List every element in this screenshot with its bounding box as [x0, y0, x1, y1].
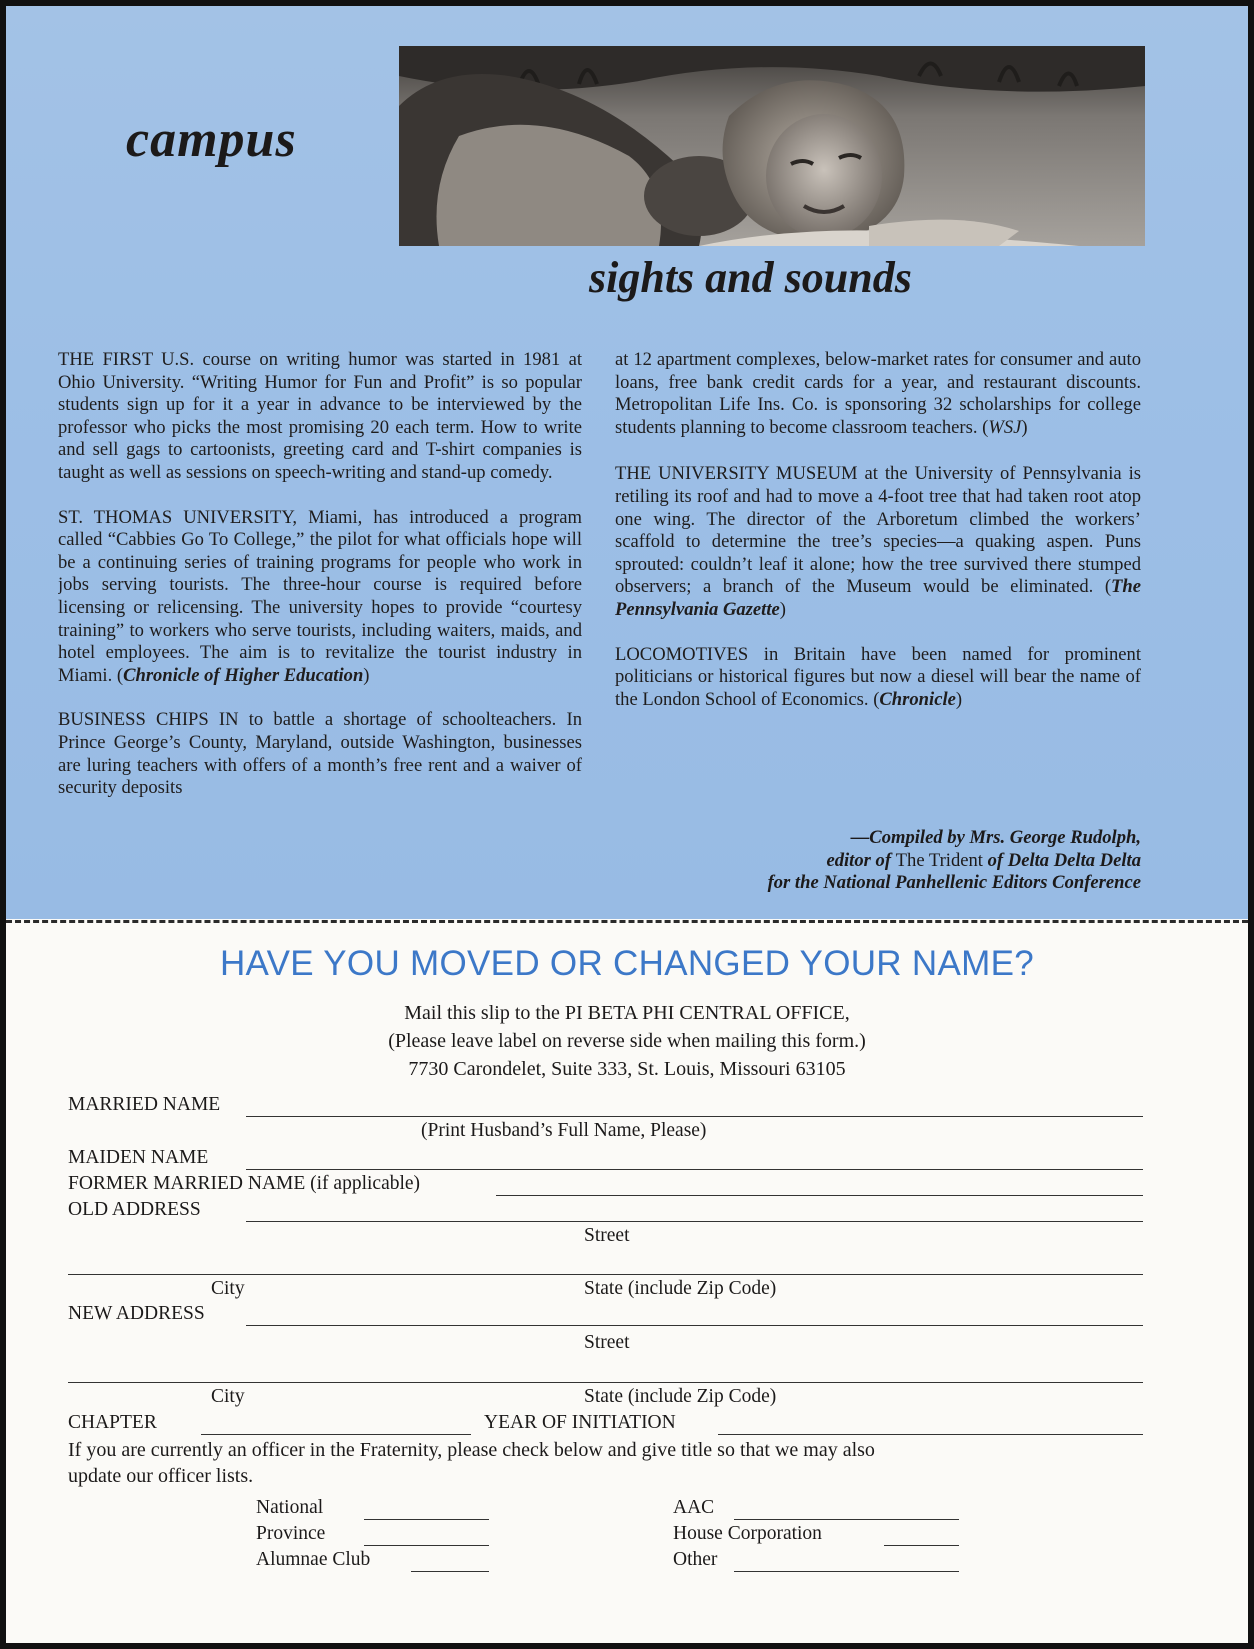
- old-address-city-caption: City: [211, 1278, 245, 1299]
- credit-line-3: for the National Panhellenic Editors Conference: [767, 872, 1141, 894]
- credit-sorority: of Delta Delta Delta: [987, 849, 1141, 871]
- form-instruction-1: Mail this slip to the PI BETA PHI CENTRAL OFFICE,: [404, 1002, 850, 1024]
- form-instruction-3: 7730 Carondelet, Suite 333, St. Louis, Missouri 63105: [408, 1058, 846, 1080]
- new-address-city-caption: City: [211, 1386, 245, 1407]
- new-address-street-caption: Street: [584, 1332, 630, 1353]
- article-cabbies: ST. THOMAS UNIVERSITY, Miami, has introduced a program called “Cabbies Go To College,” the pilot for what officials hope will be a continuing series of training programs for people who work in jobs serving tourists. The three-hour course is required before licensing or relicensing. The university hopes to provide “courtesy training” to workers who serve tourists, including waiters, maids, and hotel employees. The aim is to revitalize the tourist industry in Miami. (Chronicle of Higher Education): [58, 506, 582, 686]
- article-museum: THE UNIVERSITY MUSEUM at the University of Pennsylvania is retiling its roof and had to move a 4-foot tree that had taken root atop one wing. The director of the Arboretum climbed the workers’ scaffold to determine the tree’s species—a quaking aspen. Puns sprouted: couldn’t leaf it alone; how the tree survived there stumped observers; a branch of the Museum would be eliminated. (The Pennsylvania Gazette): [615, 463, 1141, 620]
- former-married-name-label: FORMER MARRIED NAME (if applicable): [68, 1173, 421, 1194]
- year-of-initiation-label: YEAR OF INITIATION: [484, 1412, 676, 1433]
- article-teachers: BUSINESS CHIPS IN to battle a shortage of schoolteachers. In Prince George’s County, Maryland, outside Washington, businesses are luring teachers with offers of a month’s free rent and a waiver of security deposits: [58, 709, 582, 799]
- form-instruction-2: (Please leave label on reverse side when mailing this form.): [388, 1030, 866, 1052]
- married-name-field[interactable]: [246, 1116, 1143, 1117]
- year-of-initiation-field[interactable]: [718, 1434, 1143, 1435]
- credit-editor-of: editor of: [826, 849, 892, 871]
- aac-label: AAC: [673, 1497, 715, 1518]
- province-label: Province: [256, 1523, 326, 1544]
- alumnae-club-label: Alumnae Club: [256, 1549, 371, 1570]
- married-name-label: MARRIED NAME: [68, 1094, 221, 1115]
- maiden-name-label: MAIDEN NAME: [68, 1147, 209, 1168]
- article-locomotives: LOCOMOTIVES in Britain have been named for prominent politicians or historical figures but now a diesel will bear the name of the London School of Economics. (Chronicle): [615, 643, 1141, 710]
- address-change-form: [6, 922, 1248, 1649]
- article-teachers-cont: at 12 apartment complexes, below-market rates for consumer and auto loans, free bank credit cards for a year, and restaurant discounts. Metropolitan Life Ins. Co. is sponsoring 32 scholarships for college students planning to become classroom teachers. (WSJ): [615, 349, 1141, 438]
- credit-line-1: —Compiled by Mrs. George Rudolph,: [850, 827, 1141, 848]
- column-left: [58, 349, 582, 869]
- maiden-name-field[interactable]: [246, 1169, 1143, 1170]
- old-address-street-field[interactable]: [246, 1221, 1143, 1222]
- other-field[interactable]: [734, 1571, 959, 1572]
- province-field[interactable]: [364, 1545, 489, 1546]
- alumnae-club-field[interactable]: [411, 1571, 489, 1572]
- chapter-label: CHAPTER: [68, 1412, 157, 1433]
- new-address-city-state-field[interactable]: [68, 1382, 1143, 1383]
- other-label: Other: [673, 1549, 718, 1570]
- credit-publication: The Trident: [895, 849, 983, 871]
- article-teachers-source: WSJ: [988, 416, 1022, 438]
- house-corporation-field[interactable]: [884, 1545, 959, 1546]
- old-address-street-caption: Street: [584, 1225, 630, 1246]
- article-museum-source: The Pennsylvania Gazette: [615, 576, 1141, 620]
- article-museum-text: THE UNIVERSITY MUSEUM at the University of Pennsylvania is retiling its roof and had to move a 4-foot tree that had taken root atop one wing. The director of the Arboretum climbed the workers’ scaffold to determine the tree’s species—a quaking aspen. Puns sprouted: couldn’t leaf it alone; how the tree survived there stumped observers; a branch of the Museum would be eliminated.: [615, 463, 1141, 598]
- old-address-label: OLD ADDRESS: [68, 1199, 201, 1220]
- article-locomotives-source: Chronicle: [879, 688, 956, 710]
- column-right: [615, 349, 1141, 733]
- campus-section: [6, 6, 1248, 919]
- photo-image: [399, 46, 1145, 246]
- new-address-state-caption: State (include Zip Code): [584, 1386, 777, 1407]
- article-cabbies-source: Chronicle of Higher Education: [123, 664, 364, 686]
- section-subtitle: sights and sounds: [589, 253, 912, 302]
- national-field[interactable]: [364, 1519, 489, 1520]
- officer-note-line-2: update our officer lists.: [68, 1465, 254, 1487]
- compiled-credit: [606, 827, 1141, 895]
- section-masthead: campus: [126, 111, 297, 168]
- husband-name-note: (Print Husband’s Full Name, Please): [421, 1120, 707, 1141]
- credit-line-2: [606, 850, 1141, 873]
- article-cabbies-text: ST. THOMAS UNIVERSITY, Miami, has introduced a program called “Cabbies Go To College,” the pilot for what officials hope will be a continuing series of training programs for people who work in jobs serving tourists. The three-hour course is required before licensing or relicensing. The university hopes to provide “courtesy training” to workers who serve tourists, including waiters, maids, and hotel employees. The aim is to revitalize the tourist industry in Miami.: [58, 506, 582, 686]
- article-locomotives-text: LOCOMOTIVES in Britain have been named for prominent politicians or historical figures but now a diesel will bear the name of the London School of Economics.: [615, 643, 1141, 710]
- officer-note-line-1: If you are currently an officer in the Fraternity, please check below and give title so that we may also: [68, 1439, 875, 1461]
- old-address-state-caption: State (include Zip Code): [584, 1278, 777, 1299]
- former-married-name-field[interactable]: [496, 1195, 1143, 1196]
- national-label: National: [256, 1497, 324, 1518]
- old-address-city-state-field[interactable]: [68, 1274, 1143, 1275]
- new-address-label: NEW ADDRESS: [68, 1303, 205, 1324]
- new-address-street-field[interactable]: [246, 1325, 1143, 1326]
- article-humor-course: THE FIRST U.S. course on writing humor was started in 1981 at Ohio University. “Writing Humor for Fun and Profit” is so popular students sign up for it a year in advance to be interviewed by the professor who picks the most promising 20 each term. How to write and sell gags to cartoonists, greeting card and T-shirt companies is taught as well as sessions on speech-writing and stand-up comedy.: [58, 349, 582, 483]
- chapter-field[interactable]: [201, 1434, 471, 1435]
- house-corporation-label: House Corporation: [673, 1523, 822, 1544]
- header-photo: [399, 46, 1145, 246]
- aac-field[interactable]: [734, 1519, 959, 1520]
- form-title: HAVE YOU MOVED OR CHANGED YOUR NAME?: [219, 944, 1034, 983]
